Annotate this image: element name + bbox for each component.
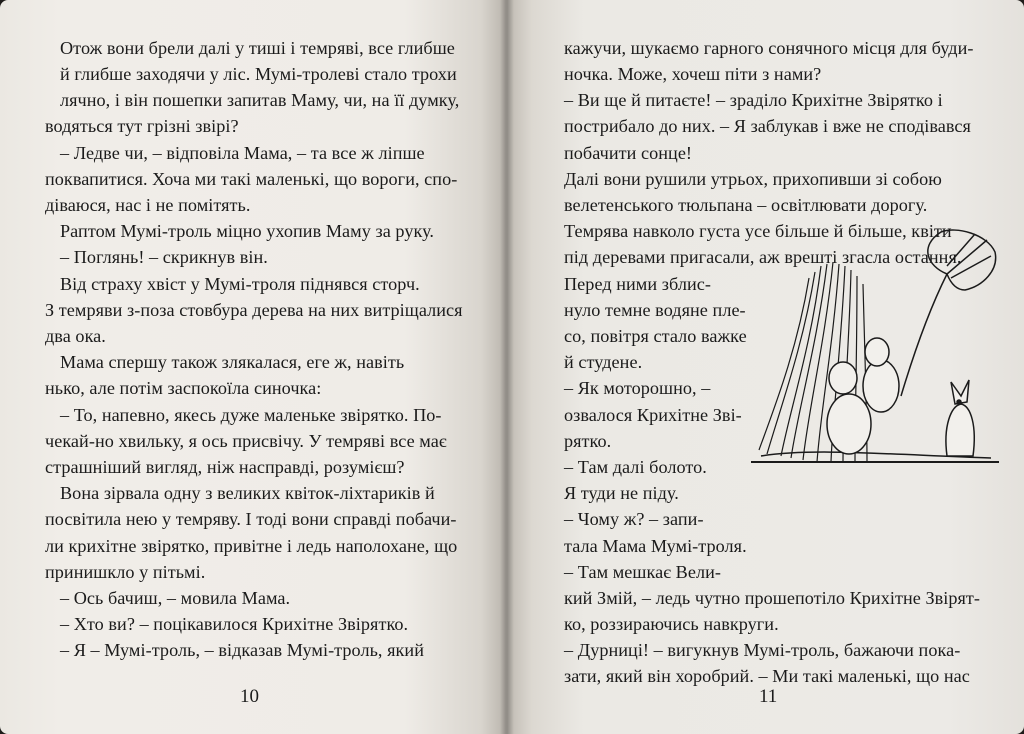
text-line: Від страху хвіст у Мумі-троля піднявся сторч. bbox=[60, 274, 420, 294]
text-line: велетенського тюльпана – освітлювати дорогу. bbox=[564, 195, 928, 215]
text-line: З темряви з-поза стовбура дерева на них витріщалися bbox=[45, 300, 463, 320]
text-line: ко, роззираючись навкруги. bbox=[564, 614, 779, 634]
page-number: 11 bbox=[759, 686, 778, 707]
text-line: – Там далі болото. bbox=[564, 457, 707, 477]
text-line: тала Мама Мумі-троля. bbox=[564, 536, 747, 556]
text-line: Далі вони рушили утрьох, прихопивши зі собою bbox=[564, 169, 942, 189]
text-line: й глибше заходячи у ліс. Мумі-тролеві стало трохи bbox=[60, 64, 457, 84]
moomin-illustration bbox=[751, 226, 999, 472]
text-line: со, повітря стало важке bbox=[564, 326, 747, 346]
text-line: Мама спершу також злякалася, еге ж, навіть bbox=[60, 352, 405, 372]
text-line: – Як моторошно, – bbox=[564, 378, 711, 398]
text-line: діваюся, нас і не помітять. bbox=[45, 195, 251, 215]
text-line: – Дурниці! – вигукнув Мумі-троль, бажаючи пока- bbox=[564, 640, 961, 660]
text-line: поквапитися. Хоча ми такі маленькі, що вороги, спо- bbox=[45, 169, 458, 189]
text-line: – Чому ж? – запи- bbox=[564, 509, 704, 529]
text-line: ночка. Може, хочеш піти з нами? bbox=[564, 64, 822, 84]
right-page bbox=[506, 0, 1024, 734]
text-line: страшніший вигляд, ніж насправді, розумієш? bbox=[45, 457, 405, 477]
text-line: озвалося Крихітне Зві- bbox=[564, 405, 742, 425]
text-line: Раптом Мумі-троль міцно ухопив Маму за руку. bbox=[60, 221, 435, 241]
text-line: Темрява навколо густа усе більше й більше, квіти bbox=[564, 221, 952, 241]
text-line: принишкло у пітьмі. bbox=[45, 562, 206, 582]
text-line: під деревами пригасали, аж врешті згасла остання. bbox=[564, 247, 962, 267]
text-line: чекай-но хвильку, я ось присвічу. У темряві все має bbox=[45, 431, 447, 451]
text-line: Я туди не піду. bbox=[564, 483, 679, 503]
text-line: рятко. bbox=[564, 431, 612, 451]
text-line: – Я – Мумі-троль, – відказав Мумі-троль, який bbox=[60, 640, 424, 660]
text-line: й студене. bbox=[564, 352, 643, 372]
text-line: – Поглянь! – скрикнув він. bbox=[60, 247, 268, 267]
text-line: водяться тут грізні звірі? bbox=[45, 116, 239, 136]
text-line: кий Змій, – ледь чутно прошепотіло Крихітне Звірят- bbox=[564, 588, 981, 608]
text-line: Вона зірвала одну з великих квіток-ліхтариків й bbox=[60, 483, 435, 503]
page-number: 10 bbox=[240, 686, 259, 707]
left-page bbox=[0, 0, 506, 734]
text-line: Отож вони брели далі у тиші і темряві, все глибше bbox=[60, 38, 455, 58]
text-line: – Ледве чи, – відповіла Мама, – та все ж ліпше bbox=[60, 143, 425, 163]
text-line: посвітила нею у темряву. І тоді вони справді побачи- bbox=[45, 509, 457, 529]
text-line: пострибало до них. – Я заблукав і вже не сподівався bbox=[564, 116, 971, 136]
text-line: Перед ними зблис- bbox=[564, 274, 711, 294]
text-line: лячно, і він пошепки запитав Маму, чи, на її думку, bbox=[60, 90, 460, 110]
text-line: нько, але потім заспокоїла синочка: bbox=[45, 378, 322, 398]
text-line: ли крихітне звірятко, привітне і ледь наполохане, що bbox=[45, 536, 458, 556]
text-line: – Ви ще й питаєте! – зраділо Крихітне Звірятко і bbox=[564, 90, 943, 110]
text-line: – Там мешкає Вели- bbox=[564, 562, 721, 582]
text-line: – Ось бачиш, – мовила Мама. bbox=[60, 588, 291, 608]
text-line: – То, напевно, якесь дуже маленьке звірятко. По- bbox=[60, 405, 442, 425]
text-line: – Хто ви? – поцікавилося Крихітне Звірятко. bbox=[60, 614, 409, 634]
text-line: побачити сонце! bbox=[564, 143, 693, 163]
text-line: два ока. bbox=[45, 326, 106, 346]
text-line: кажучи, шукаємо гарного сонячного місця для буди- bbox=[564, 38, 974, 58]
text-line: зати, який він хоробрий. – Ми такі маленькі, що нас bbox=[564, 666, 970, 686]
text-line: нуло темне водяне пле- bbox=[564, 300, 746, 320]
